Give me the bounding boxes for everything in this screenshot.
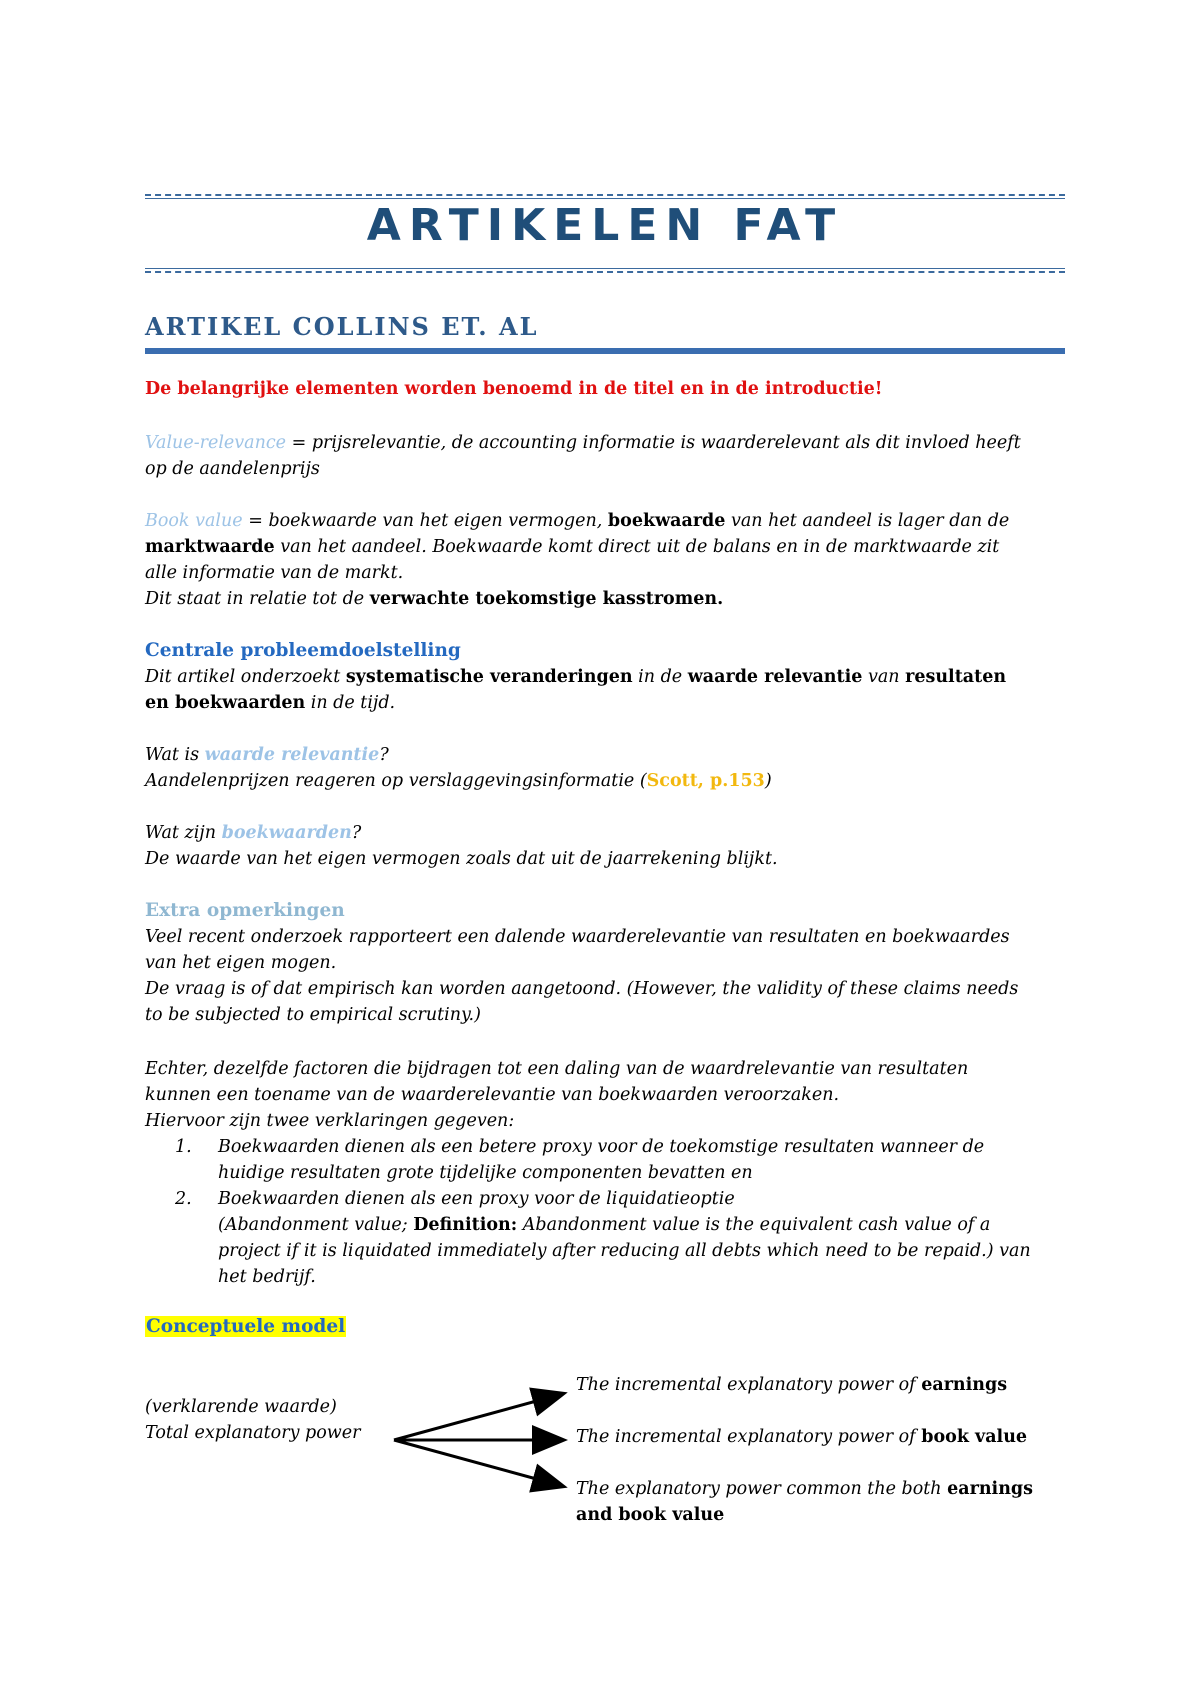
model-left-text: Total explanatory power bbox=[145, 1423, 361, 1443]
list-item bbox=[218, 1134, 1078, 1186]
book-value-text: = boekwaarde van het eigen vermogen, bbox=[242, 511, 608, 531]
extra-text: De vraag is of dat empirisch kan worden aangetoond. (However, the validity of these claims needs bbox=[145, 979, 1019, 999]
echter-paragraph bbox=[145, 1056, 1075, 1134]
central-paragraph bbox=[145, 664, 1075, 716]
central-bold: en boekwaarden bbox=[145, 693, 306, 713]
document-title: ARTIKELEN FAT bbox=[366, 200, 844, 251]
model-output-bold: earnings bbox=[947, 1479, 1034, 1499]
extra-text: van het eigen mogen. bbox=[145, 953, 337, 973]
question-book-values bbox=[145, 820, 1075, 872]
list-item-text: project if it is liquidated immediately after reducing all debts which need to be repaid.) van bbox=[218, 1241, 1031, 1261]
title-top-rule-2 bbox=[145, 198, 1065, 199]
list-item-text: Boekwaarden dienen als een proxy voor de liquidatieoptie bbox=[218, 1189, 735, 1209]
book-value-text: Dit staat in relatie tot de bbox=[145, 589, 370, 609]
book-value-paragraph bbox=[145, 508, 1075, 612]
book-value-bold: verwachte toekomstige kasstromen. bbox=[369, 589, 724, 609]
question-text: ? bbox=[379, 745, 389, 765]
model-heading-text: Conceptuele model bbox=[146, 1316, 346, 1337]
central-text: van bbox=[862, 667, 906, 687]
list-item-text: huidige resultaten grote tijdelijke componenten bevatten en bbox=[218, 1163, 753, 1183]
extra-heading bbox=[145, 898, 1075, 924]
book-value-term: Book value bbox=[145, 511, 243, 531]
central-text: Dit artikel onderzoekt bbox=[145, 667, 346, 687]
value-relevance-paragraph bbox=[145, 430, 1075, 482]
title-top-rule bbox=[145, 194, 1065, 196]
title-bottom-rule-2 bbox=[145, 271, 1065, 273]
central-heading-text: Centrale probleemdoelstelling bbox=[145, 640, 461, 661]
list-item-text: Boekwaarden dienen als een betere proxy voor de toekomstige resultaten wanneer de bbox=[218, 1137, 985, 1157]
question-text: ? bbox=[351, 823, 362, 843]
answer-text: Aandelenprijzen reageren op verslaggevingsinformatie ( bbox=[145, 771, 647, 791]
model-output-bold: and book value bbox=[576, 1505, 725, 1525]
citation: Scott, p.153 bbox=[646, 771, 765, 791]
value-relevance-term: Value-relevance bbox=[145, 433, 287, 453]
model-output-common bbox=[576, 1476, 1076, 1528]
answer-text: ) bbox=[764, 771, 772, 791]
echter-text: Echter, dezelfde factoren die bijdragen tot een daling van de waardrelevantie van resultaten bbox=[145, 1059, 969, 1079]
list-item bbox=[218, 1186, 1078, 1290]
extra-text: to be subjected to empirical scrutiny.) bbox=[145, 1005, 481, 1025]
title-bottom-rule bbox=[145, 268, 1065, 269]
question-text: Wat is bbox=[145, 745, 205, 765]
section-heading-bar bbox=[145, 348, 1065, 354]
model-output-bold: book value bbox=[921, 1427, 1028, 1447]
book-value-text: van het aandeel. Boekwaarde komt direct uit de balans en in de marktwaarde zit bbox=[274, 537, 1000, 557]
arrow-common bbox=[394, 1440, 562, 1486]
echter-text: Hiervoor zijn twee verklaringen gegeven: bbox=[145, 1111, 515, 1131]
model-output-text: The explanatory power common the both bbox=[576, 1479, 948, 1499]
question-term: boekwaarden bbox=[221, 823, 352, 843]
list-item-text: Abandonment value is the equivalent cash value of a bbox=[517, 1215, 991, 1235]
central-text: in de bbox=[632, 667, 688, 687]
model-output-text: The incremental explanatory power of bbox=[576, 1375, 922, 1395]
intro-note bbox=[145, 376, 1075, 402]
model-arrows bbox=[390, 1380, 575, 1500]
intro-note-text: De belangrijke elementen worden benoemd in de titel en in de introductie! bbox=[145, 379, 883, 399]
model-heading bbox=[145, 1314, 1075, 1340]
section-heading: ARTIKEL COLLINS ET. AL bbox=[145, 312, 539, 341]
arrow-earnings bbox=[394, 1394, 562, 1440]
central-bold: resultaten bbox=[905, 667, 1007, 687]
extra-heading-text: Extra opmerkingen bbox=[145, 900, 345, 921]
central-bold: systematische veranderingen bbox=[345, 667, 633, 687]
echter-text: kunnen een toename van de waarderelevantie van boekwaarden veroorzaken. bbox=[145, 1085, 840, 1105]
list-item-text: (Abandonment value; bbox=[218, 1215, 414, 1235]
list-number: 1. bbox=[175, 1137, 192, 1157]
list-number: 2. bbox=[175, 1189, 192, 1209]
book-value-text: alle informatie van de markt. bbox=[145, 563, 404, 583]
question-term: waarde relevantie bbox=[204, 745, 380, 765]
list-item-bold: Definition: bbox=[413, 1215, 518, 1235]
model-left-text: (verklarende waarde) bbox=[145, 1397, 337, 1417]
value-relevance-def: = prijsrelevantie, de accounting informatie is waarderelevant als dit invloed heeft bbox=[286, 433, 1021, 453]
question-text: Wat zijn bbox=[145, 823, 222, 843]
central-text: in de tijd. bbox=[305, 693, 396, 713]
list-item-text: het bedrijf. bbox=[218, 1267, 316, 1287]
model-output-earnings bbox=[576, 1372, 1076, 1398]
model-left-label bbox=[145, 1394, 405, 1446]
central-heading bbox=[145, 638, 1075, 664]
model-output-text: The incremental explanatory power of bbox=[576, 1427, 922, 1447]
question-value-relevance bbox=[145, 742, 1075, 794]
extra-paragraph bbox=[145, 924, 1075, 1028]
central-bold: waarde relevantie bbox=[687, 667, 863, 687]
book-value-bold: marktwaarde bbox=[145, 537, 275, 557]
book-value-text: van het aandeel is lager dan de bbox=[725, 511, 1010, 531]
value-relevance-line2: op de aandelenprijs bbox=[145, 459, 320, 479]
book-value-bold: boekwaarde bbox=[607, 511, 726, 531]
model-output-bold: earnings bbox=[921, 1375, 1008, 1395]
model-output-book-value bbox=[576, 1424, 1076, 1450]
answer-text: De waarde van het eigen vermogen zoals dat uit de jaarrekening blijkt. bbox=[145, 849, 778, 869]
extra-text: Veel recent onderzoek rapporteert een dalende waarderelevantie van resultaten en boekwaardes bbox=[145, 927, 1010, 947]
